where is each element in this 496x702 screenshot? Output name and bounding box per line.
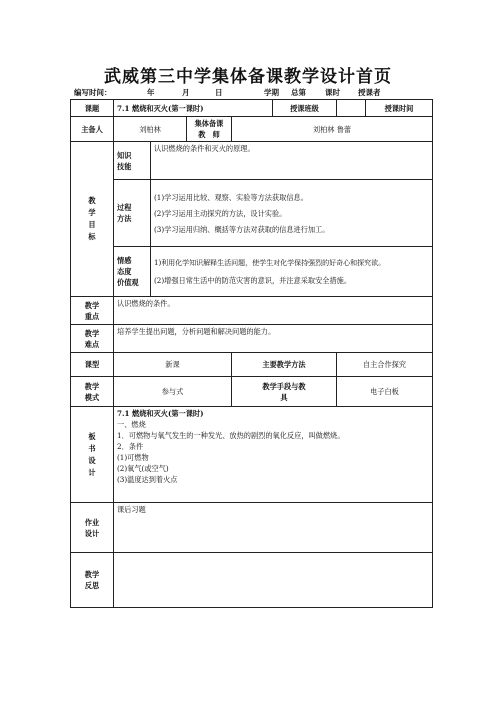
group-value: 刘柏林 鲁蕾: [232, 117, 433, 142]
reflection-text: [114, 553, 433, 608]
board-line: 一、燃烧: [117, 420, 146, 429]
difficulty-label: [71, 325, 114, 353]
process-label: [114, 180, 151, 247]
lesson-plan-table: [70, 99, 433, 608]
emotion-label-line: 态度: [117, 267, 132, 276]
type-row: [71, 353, 433, 377]
host-label: 主备人: [71, 117, 114, 142]
key-label: [71, 297, 114, 325]
homework-label-line: 作业: [84, 517, 100, 527]
teacher-label: 授课者: [358, 88, 381, 97]
mode-row: [71, 377, 433, 407]
board-line: 7.1 燃烧和灭火(第一课时): [117, 409, 204, 418]
day-label: 日: [215, 88, 223, 97]
process-row: [71, 180, 433, 247]
difficulty-row: [71, 325, 433, 353]
knowledge-label-line: 技能: [117, 161, 132, 171]
reflection-label-line: 反思: [84, 581, 100, 590]
board-label-char: 板: [88, 431, 96, 441]
total-label: 总第: [291, 88, 306, 97]
key-text: 认识燃烧的条件。: [114, 297, 433, 325]
goal-label-char: 目: [88, 220, 96, 229]
process-label-line: 方法: [117, 214, 132, 223]
key-row: [71, 297, 433, 325]
reflection-row: [71, 553, 433, 608]
method-value: 自主合作探究: [337, 353, 433, 377]
homework-row: [71, 503, 433, 553]
tools-value: 电子白板: [337, 377, 433, 407]
emotion-label-line: 价值观: [117, 278, 139, 287]
goal-label: [71, 142, 114, 297]
reflection-label-line: 教学: [84, 570, 100, 579]
key-label-line: 重点: [84, 311, 100, 321]
mode-value: 参与式: [114, 377, 232, 407]
term-label: 学期: [264, 88, 279, 97]
emotion-label-line: 情感: [117, 256, 132, 265]
method-label: 主要教学方法: [232, 353, 337, 377]
board-line: (3)温度达到着火点: [117, 475, 178, 484]
board-line: (1)可燃物: [117, 453, 149, 462]
class-value: [337, 100, 366, 117]
board-label-char: 设: [88, 455, 96, 465]
host-row: [71, 117, 433, 142]
difficulty-text: 培养学生提出问题，分析问题和解决问题的能力。: [114, 325, 433, 353]
goal-label-char: 标: [88, 232, 96, 241]
mode-label-line: 模式: [84, 392, 100, 402]
board-text: [114, 407, 433, 503]
board-line: (2)氧气(或空气): [117, 464, 169, 473]
process-line: (3)学习运用归纳、概括等方法对获取的信息进行加工。: [154, 224, 330, 234]
month-label: 月: [182, 88, 190, 97]
topic-label: 课题: [71, 100, 114, 117]
topic-value: 7.1 燃烧和灭火(第一课时): [114, 100, 273, 117]
difficulty-label-line: 难点: [84, 339, 100, 349]
homework-text: 课后习题: [114, 503, 433, 553]
homework-label: [71, 503, 114, 553]
mode-label-line: 教学: [84, 381, 100, 391]
emotion-line: 1)利用化学知识解释生活问题，使学生对化学保持强烈的好奇心和探究欲。: [154, 258, 386, 267]
tools-label-line: 具: [280, 392, 288, 402]
period-label: 课时: [325, 88, 340, 97]
tools-label-line: 教学手段与教: [262, 381, 306, 391]
group-label-line: 集体备课: [194, 119, 224, 128]
host-value: 刘柏林: [114, 117, 187, 142]
mode-label: [71, 377, 114, 407]
process-line: (2)学习运用主动探究的方法，设计实验。: [154, 208, 287, 218]
group-label-line: 教 师: [198, 130, 220, 139]
type-value: 新课: [114, 353, 232, 377]
emotion-line: (2)增强日常生活中的防范灾害的意识，并注意采取安全措施。: [154, 275, 352, 285]
emotion-label: [114, 247, 151, 297]
process-label-line: 过程: [117, 203, 132, 212]
board-line: 1．可燃物与氧气发生的一种发光、放热的剧烈的氧化反应，叫做燃烧。: [117, 431, 345, 440]
key-label-line: 教学: [84, 300, 100, 310]
class-label: 授课班级: [273, 100, 337, 117]
reflection-label: [71, 553, 114, 608]
knowledge-label: [114, 142, 151, 180]
knowledge-label-line: 知识: [117, 150, 132, 160]
board-line: 2．条件: [117, 442, 144, 451]
tools-label: [232, 377, 337, 407]
topic-row: [71, 100, 433, 117]
prepare-time-label: 编写时间：: [74, 88, 112, 97]
header-line: [72, 87, 432, 99]
difficulty-label-line: 教学: [84, 328, 100, 338]
goal-label-char: 学: [88, 208, 96, 217]
board-label-char: 书: [88, 443, 96, 453]
homework-label-line: 设计: [84, 528, 100, 538]
emotion-text: [151, 247, 433, 297]
group-label: [187, 117, 232, 142]
type-label: 课型: [71, 353, 114, 377]
goal-label-char: 教: [88, 196, 96, 205]
board-label: [71, 407, 114, 503]
emotion-row: [71, 247, 433, 297]
process-line: (1)学习运用比较、观察、实验等方法获取信息。: [154, 192, 308, 202]
knowledge-row: [71, 142, 433, 180]
page-title: 武威第三中学集体备课教学设计首页: [104, 67, 392, 87]
knowledge-text: 认识燃烧的条件和灭火的原理。: [151, 142, 433, 180]
board-row: [71, 407, 433, 503]
time-label: 授课时间: [366, 100, 433, 117]
year-label: 年: [147, 88, 155, 97]
process-text: [151, 180, 433, 247]
board-label-char: 计: [88, 467, 96, 477]
